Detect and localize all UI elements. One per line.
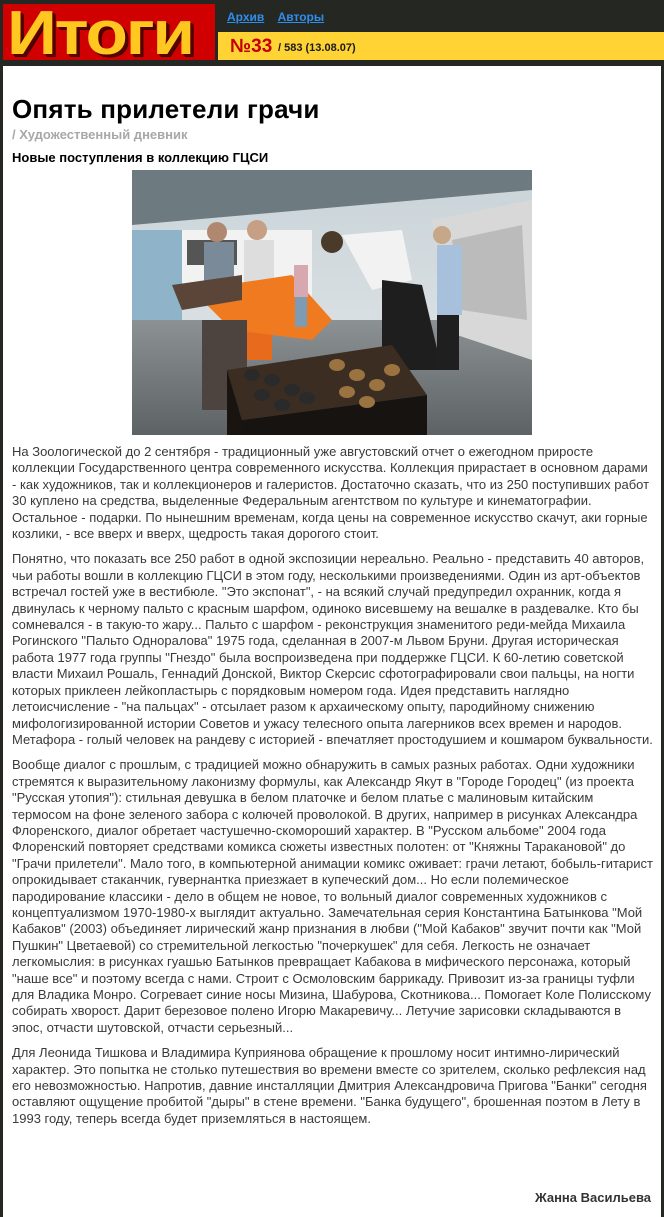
paragraph: Вообще диалог с прошлым, с традицией можно обнаружить в самых разных работах. Одни художники стремятся к выразительному лаконизму формулы, как Александр Якут в "Городе Городец" (из проекта "Русская утопия"): стильная девушка в белом платочке и белом платье с малиновым китайским термосом на фоне зеленого забора с колючей проволокой. В других, например в рисунках Александра Флоренского, диалог обретает частушечно-скомороший характер. В "Русском альбоме" 2004 года Флоренский повторяет средствами комикса сюжеты известных полотен: от "Княжны Таракановой" до "Грачи прилетели". Мало того, в компьютерной анимации комикс оживает: грачи летают, бобыль-гитарист опрокидывает стаканчик, гувернантка приезжает в купеческий дом... Но если полемическое пародирование классики - дело в общем не новое, то вольный диалог современных художников с концептуализмом 1970-1980-х выглядит актуально. Замечательная серия Константина Батынкова "Мой Кабаков" (2003) объединяет лирический жанр признания в любви ("Мой Кабаков" звучит почти как "Мой Пушкин" Цветаевой) со стремительной легкостью "почеркушек" для себя. Легкость не означает легкомыслия: в рисунках гуашью Батынков превращает Кабакова в мифического персонажа, который "наше все" и поэтому всегда с нами. Строит с Осмоловским баррикаду. Привозит из-за границы туфли для Владика Монро. Согревает синие носы Мизина, Шабурова, Скотникова... Помогает Коле Полисскому собирать хворост. Дарит березовое полено Игорю Макаревичу... Летучие зарисовки складываются в эпос, отчасти шутовской, отчасти серьезный...	[12, 757, 653, 1035]
page-title: Опять прилетели грачи	[12, 94, 320, 124]
nav-link-authors[interactable]: Авторы	[277, 10, 325, 24]
issue-details: / 583 (13.08.07)	[278, 42, 356, 54]
article-subtitle: Новые поступления в коллекцию ГЦСИ	[12, 150, 269, 165]
rubric: / Художественный дневник	[12, 127, 188, 142]
issue-number: №33	[230, 36, 273, 57]
article-content	[3, 66, 661, 1217]
paragraph: На Зоологической до 2 сентября - традиционный уже августовский отчет о ежегодном приросте коллекции Государственного центра современного искусства. Коллекция прирастает в основном дарами - как художников, так и коллекционеров и галеристов. Достаточно сказать, что из 250 поступивших работ 30 куплено на средства, выделенные Федеральным агентством по культуре и кинематографии. Остальное - подарки. По нынешним временам, когда цены на современное искусство скачут, аки горные козлики, - все вверх и вверх, щедрость такая дорогого стоит.	[12, 444, 650, 542]
logo[interactable]	[3, 4, 215, 60]
article-photo	[132, 170, 532, 435]
top-nav	[227, 10, 334, 24]
nav-link-archive[interactable]: Архив	[227, 10, 265, 24]
article-body	[12, 444, 654, 1136]
paragraph: Понятно, что показать все 250 работ в одной экспозиции нереально. Реально - представить 40 авторов, чьи работы вошли в коллекцию ГЦСИ в этом году, несколькими произведениями. Один из арт-объектов встречал гостей уже в вестибюле. "Это экспонат", - на всякий случай предупредил охранник, когда я двинулась к черному пальто с красным шарфом, одиноко висевшему на вешалке в раздевалке. Кто бы сомневался - в такую-то жару... Пальто с шарфом - реконструкция знаменитого реди-мейда Михаила Рогинского "Пальто Одноралова" 1975 года, сделанная в 2007-м Львом Бруни. Другая историческая работа 1977 года группы "Гнездо" была воспроизведена при поддержке ГЦСИ. К 60-летию советской власти Михаил Рошаль, Геннадий Донской, Виктор Скерсис сфотографировали свои пальцы, на ногти которых приклеен лейкопластырь с порядковым номером года. Идея представить наглядно летоисчисление - "на пальцах" - отсылает разом к архаическому опыту, пародийному снижению мифологизированной истории Советов и ужасу телесного опыта лагерников всех времен и народов. Метафора - голый человек на рандеву с историей - впечатляет простодушием и кошмаром буквальности.	[12, 551, 653, 747]
paragraph: Для Леонида Тишкова и Владимира Куприянова обращение к прошлому носит интимно-лирический характер. Это попытка не столько путешествия во времени вместе со зрителем, сколько рефлексия над его невозможностью. Напротив, давние инсталляции Дмитрия Александровича Пригова "Банки" сегодня оставляют ощущение пробитой "дыры" в стене времени. "Банка будущего", брошенная поэтом в Лету в 1993 году, теперь всегда будет приземляться в настоящем.	[12, 1045, 647, 1126]
issue-bar	[218, 32, 664, 60]
gallery-photo-icon	[132, 170, 532, 435]
logo-text: Итоги	[7, 4, 193, 60]
author-name: Жанна Васильева	[534, 1190, 651, 1205]
